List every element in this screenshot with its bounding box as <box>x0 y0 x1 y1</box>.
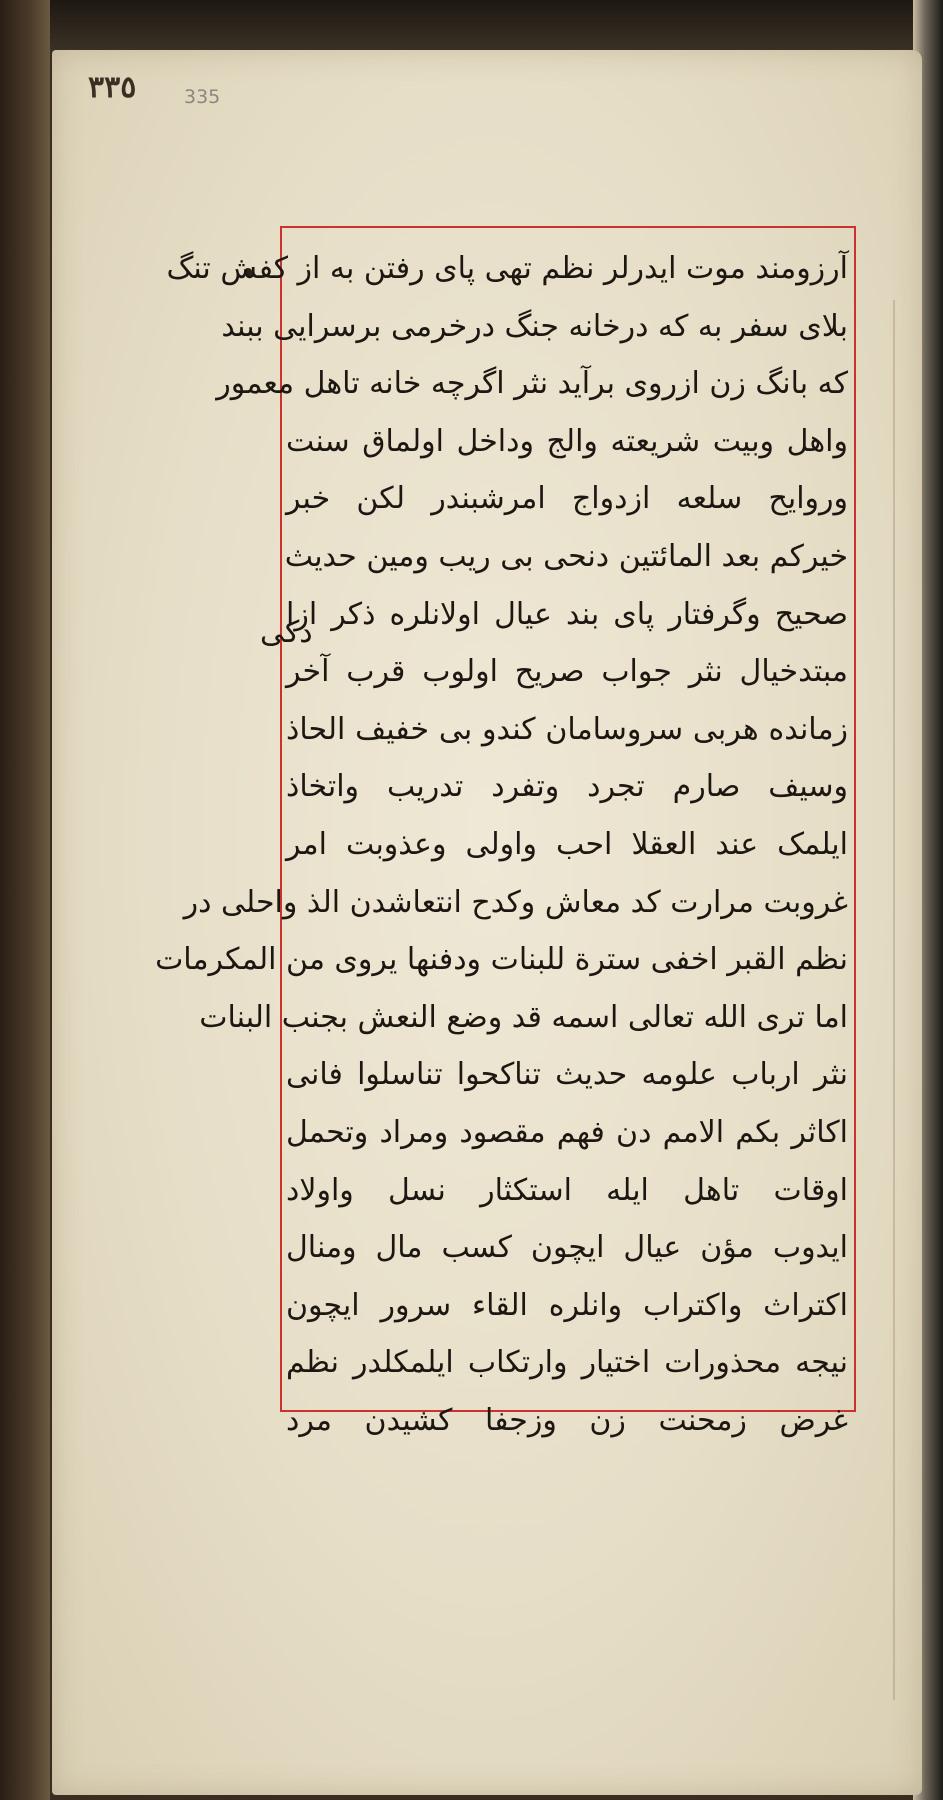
text-line-3: که بانگ زن ازروی برآید نثر اگرچه خانه تاهل معمور <box>216 366 848 402</box>
text-line-14: اما تری الله تعالی اسمه قد وضع النعش بجنب البنات <box>199 999 848 1035</box>
text-line-8: مبتدخیال نثر جواب صریح اولوب قرب آخر <box>286 654 848 690</box>
manuscript-text-block <box>155 240 848 1449</box>
text-line-2: بلای سفر به که درخانه جنگ درخرمی برسرایی ببند <box>221 308 848 344</box>
text-line-1: آرزومند موت ایدرلر نظم تهی پای رفتن به از کفش تنگ <box>166 251 848 286</box>
text-line-6: خیرکم بعد المائتین دنحی بی ریب ومین حدیث <box>284 538 848 574</box>
text-line-17: اوقات تاهل ایله استکثار نسل واولاد <box>286 1172 848 1208</box>
text-line-10: وسیف صارم تجرد وتفرد تدریب واتخاذ <box>286 769 848 805</box>
folio-number-pencil: 335 <box>184 86 221 108</box>
text-line-13: نظم القبر اخفی سترة للبنات ودفنها یروی من المکرمات <box>155 942 848 978</box>
text-line-4: واهل وبیت شریعته والج وداخل اولماق سنت <box>286 423 848 459</box>
top-dark-edge <box>50 0 913 52</box>
book-spine-shadow <box>0 0 50 1800</box>
margin-note: دکی <box>260 615 313 650</box>
text-line-20: نیجه محذورات اختیار وارتکاب ایلمکلدر نظم <box>286 1345 848 1381</box>
text-line-15: نثر ارباب علومه حدیث تناکحوا تناسلوا فانی <box>286 1057 848 1093</box>
text-line-21: غرض زمحنت زن وزجفا کشیدن مرد <box>286 1402 848 1438</box>
page-curvature-line <box>893 300 895 1700</box>
text-line-18: ایدوب مؤن عیال ایچون کسب مال ومنال <box>286 1230 848 1266</box>
folio-number-arabic: ٣٣٥ <box>88 70 137 105</box>
text-line-19: اکتراث واکتراب وانلره القاء سرور ایچون <box>286 1287 848 1323</box>
text-line-16: اکاثر بکم الامم دن فهم مقصود ومراد وتحمل <box>286 1114 848 1150</box>
text-line-7: صحیح وگرفتار پای بند عیال اولانلره ذکر ازا <box>286 596 848 632</box>
text-line-11: ایلمک عند العقلا احب واولی وعذوبت امر <box>286 826 848 862</box>
text-line-9: زمانده هربی سروسامان کندو بی خفیف الحاذ <box>286 711 848 747</box>
text-line-5: وروایح سلعه ازدواج امرشبندر لکن خبر <box>286 481 848 517</box>
text-line-12: غروبت مرارت کد معاش وکدح انتعاشدن الذ واحلی در <box>183 884 848 920</box>
